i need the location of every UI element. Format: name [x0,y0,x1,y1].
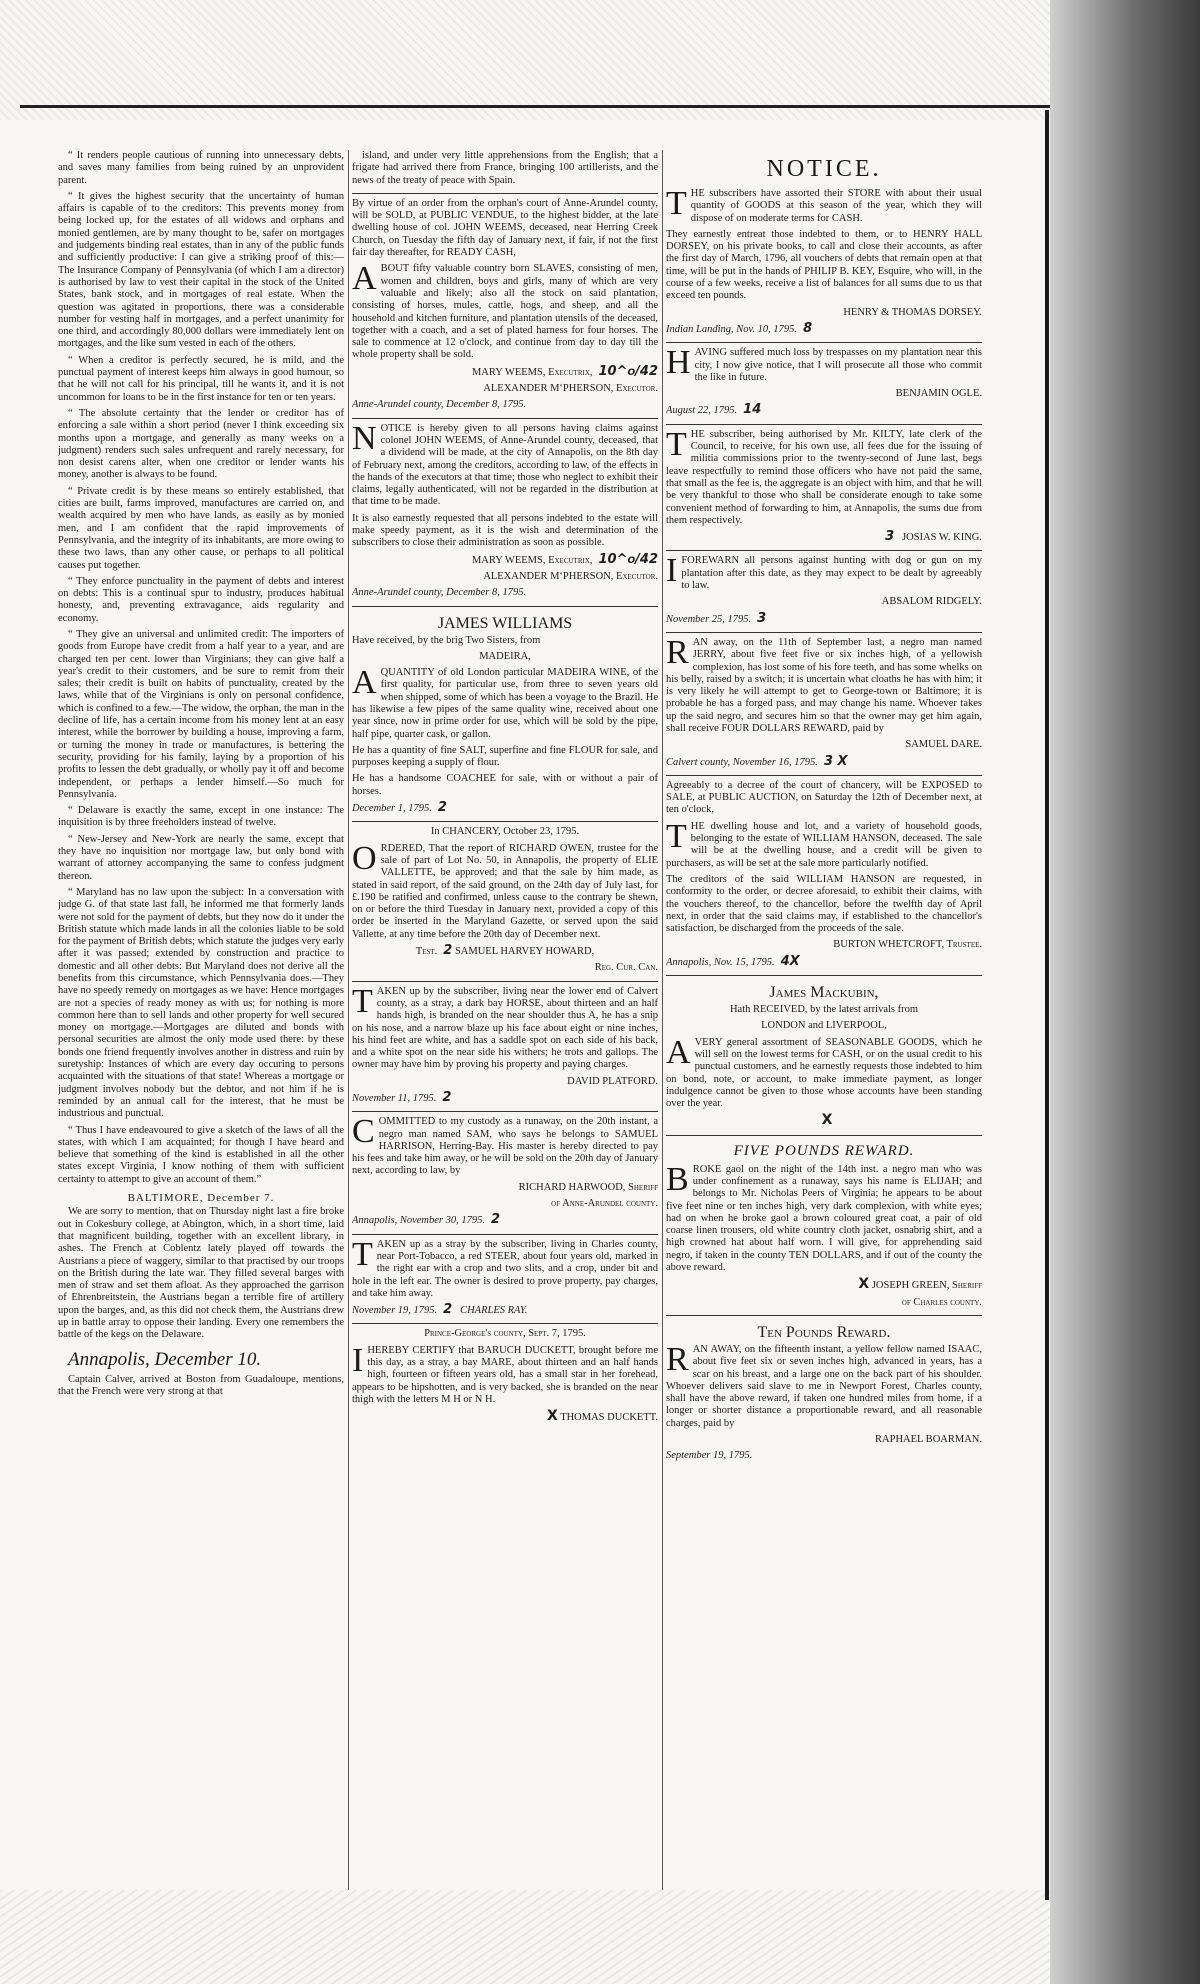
ad-place-date: Anne-Arundel county, December 8, 1795. [352,399,527,411]
handwritten-annotation: 14 [743,402,762,418]
drop-cap: T [666,425,687,463]
ad-weems-notice [352,418,658,600]
ad-place-date: November 11, 1795. 2 [352,1090,452,1105]
ad-body: HAVING suffered much loss by trespasses on my plantation near this city, I now give notice, that I will prosecute all those who commit the like in future. [666,344,982,383]
ad-signature: Test. 2 SAMUEL HARVEY HOWARD, [415,943,595,959]
ad-body: ORDERED, That the report of RICHARD OWEN, trustee for the sale of part of Lot No. 50, in Annapolis, the property of ELIE VALLETTE, be approved; and that the sale by him made, as stated in said report, of the said ground, on the 24th day of July last, for £.190 be ratified and confirmed, unless cause to the contrary be shewn, on or before the third Tuesday in January next, provided a copy of this order be inserted in the Maryland Gazette, or served upon the said Vallette, at any time before the 20th day of December next. [352,839,658,940]
baltimore-dateline: BALTIMORE, December 7. [127,1192,275,1205]
ad-place-date: Indian Landing, Nov. 10, 1795. 8 [666,320,813,336]
ad-king [666,424,982,545]
ad-place-date: November 19, 1795. 2 CHARLES RAY. [352,1302,528,1318]
ad-body: RAN away, on the 11th of September last, a negro man named JERRY, about five feet five or six inches high, of a yellowish complexion, has lost some of his fore teeth, and has some whelks on his belly, raised by a switch; it is uncertain what cloaths he has with him; it is very likely he will attempt to get to George-town or Baltimore; it is probable he has a forged pass, and may change his name. Whoever takes up the said negro, and secures him so that the owner may get him again, shall receive FOUR DOLLARS REWARD, paid by [666,633,982,734]
scan-edge-shadow [1050,0,1200,1984]
article-paragraph: “ They give an universal and unlimited credit: The importers of goods from Europe have credit from a half year to a year, and are charged ten per cent. lower than Virginians; they can give half a year's credit to their customers, and be sure to remit from their sales; their credit is built on habits of punctuality, created by the laws, while that of the Virginians is only on personal confidence, which is confined to a few.—The widow, the orphan, the man in the decline of life, has a certain income from his money lent at an easy interest, while the borrower by building a house, improving a farm, or turning the money in trade or manufactures, is bettering the security, providing for his family, laying by a proportion of his profits to lessen the debt gradually, or wholly pay it off and become independent, or perhaps a lender himself.—So much for Pennsylvania. [58,628,344,800]
ad-body: TAKEN up as a stray by the subscriber, living in Charles county, near Port-Tobacco, a red STEER, about four years old, marked in the right ear with a crop and two slits, and a crop, under bit and hole in the left ear. The owner is desired to prove property, pay charges, and take him away. [352,1235,658,1299]
article-continuation: island, and under very little apprehensions from the English; that a frigate had arrived there from France, bringing 100 artillerists, and the news of the treaty of peace with Spain. [352,150,658,186]
ad-body: TAKEN up by the subscriber, living near the lower end of Calvert county, as a stray, a dark bay HORSE, about thirteen and an half hands high, is branded on the near shoulder thus A, he has a snip on his nose, and a narrow blaze up his face about eight or nine inches, his hind feet are white, and has a saddle spot on each side of his back, and a white spot on the near side his withers; he trots and gallops. The owner may have him by proving his property and paying charges. [352,982,658,1071]
annapolis-news: Captain Calver, arrived at Boston from Guadaloupe, mentions, that the French were very strong at that [58,1373,344,1397]
ad-body: THE dwelling house and lot, and a variety of household goods, belonging to the estate of WILLIAM HANSON, deceased. The sale will be at the dwelling house, and a credit will be given to purchasers, as will be set at the sale more particularly notified. [666,817,982,869]
drop-cap: I [352,1341,364,1379]
article-paragraph: “ It renders people cautious of running into unnecessary debts, and saves many families from being ruined by an unprovident parent. [58,150,344,186]
handwritten-annotation: 8 [803,320,813,336]
ad-signature: ABSALOM RIDGELY. [881,596,982,608]
drop-cap: T [666,185,687,222]
article-paragraph: “ The absolute certainty that the lender or creditor has of enforcing a sale within a short period (never I think exceeding six months upon a mortgage, and generally as many weeks on a judgment) renders such sales unfrequent and rarely necessary, for non desist carens alter, when one creditor or lender wants his money, another is always to be found. [58,407,344,481]
ad-body: AVERY general assortment of SEASONABLE GOODS, which he will sell on the lowest terms for CASH, or on the usual credit to his punctual customers, and he earnestly requests those indebted to him on bond, note, or account, to make immediate payment, as longer indulgence cannot be given to those whose accounts have been standing over the year. [666,1033,982,1110]
ad-body: They earnestly entreat those indebted to them, or to HENRY HALL DORSEY, on his private books, to call and close their accounts, as after the first day of March, 1796, all vouchers of debts that remain open at that time, will be put in the hands of PHILIP B. KEY, Esquire, who will, in the course of a few weeks, receive a list of balances for all sums due to us that exceed ten pounds. [666,228,982,302]
ad-heading: NOTICE. [766,156,882,182]
ad-heading: In CHANCERY, October 23, 1795. [430,826,580,838]
ad-body: AQUANTITY of old London particular MADEIRA WINE, of the first quality, for particular use, from three to seven years old when shipped, some of which has been a voyage to the Brazil. He has likewise a few pipes of the same quality wine, received about one year since, now in prime order for use, which will be sold by the pipe, half pipe, quarter cask, or gallon. [352,664,658,740]
ad-signature: RICHARD HARWOOD, Sheriff [518,1181,658,1193]
scan-noise-top [0,0,1200,120]
ad-intro: Agreeably to a decree of the court of chancery, will be EXPOSED to SALE, at PUBLIC AUCTION, on Saturday the 12th of December next, at ten o'clock, [666,779,982,816]
binding-gutter [1045,110,1049,1900]
handwritten-annotation: 10^o/42 [598,551,658,567]
handwritten-annotation: 3 X [823,753,848,769]
handwritten-annotation: 2 [443,943,453,959]
ad-signature: RAPHAEL BOARMAN. [875,1434,982,1446]
ad-chancery [352,821,658,974]
article-paragraph: “ New-Jersey and New-York are nearly the same, except that they have no inquisition nor mortgage law, but only bond with warrant of attorney accompanying the same to confess judgment thereon. [58,833,344,882]
ad-mackubin [666,975,982,1129]
ad-signature: DAVID PLATFORD. [567,1075,658,1087]
drop-cap: T [352,982,373,1020]
ad-body: RAN AWAY, on the fifteenth instant, a yellow fellow named ISAAC, about five feet six or seven inches high, advanced in years, has a scar on his breast, and a large one on the back part of his shoulder. Whoever delivers said slave to me in Newport Forest, Charles county, shall have the above reward, if taken one hundred miles from home, if a longer or shorter distance a proportionable reward, and all reasonable charges, paid by [666,1340,982,1429]
handwritten-annotation: 3 [885,529,895,545]
ad-ray [352,1234,658,1318]
ad-heading: James Mackubin, [769,984,879,1002]
drop-cap: R [666,1340,689,1378]
column-3 [666,150,982,1890]
ad-body: IFOREWARN all persons against hunting with dog or gun on my plantation after this date, as they may expect to be dealt by agreeably to law. [666,552,982,592]
baltimore-news: We are sorry to mention, that on Thursday night last a fire broke out in Cokesbury college, at Abington, which, in a short time, laid that magnificent building, together with an excellent library, in ashes. The French at Coblentz lately played off towards the Austrians a piece of waggery, similar to that practised by our troops on the British during the late war. They filled several barges with men of straw and set them afloat. As they approached the garrison of Ehrenbreitstein, the Austrians began a terrible fire of artillery upon the barges, and, as this did not check them, the Austrians drew up in battle array to oppose their landing. Every one remembers the battle of the kegs on the Delaware. [58,1206,344,1341]
column-rule [348,150,349,1890]
column-2 [352,150,658,1890]
handwritten-annotation: 3 [757,610,767,626]
handwritten-annotation: 4X [780,953,800,969]
ad-body: THE subscribers have assorted their STORE with about their usual quantity of GOODS at this season of the year, which they will dispose of on moderate terms for CASH. [666,185,982,224]
ad-intro: By virtue of an order from the orphan's court of Anne-Arundel county, will be SOLD, at PUBLIC VENDUE, to the highest bidder, at the late dwelling house of col. JOHN WEEMS, deceased, near Herring Creek Church, on Tuesday the fifth day of January next, if fair, if not the first fair day thereafter, for READY CASH, [352,197,658,259]
ad-signature: 3 JOSIAS W. KING. [885,529,982,545]
ad-body: The creditors of the said WILLIAM HANSON are requested, in conformity to the order, or decree aforesaid, to exhibit their claims, with the vouchers thereof, to the chancellor, before the twelfth day of April next, in order that the said claims may, if established to the chancellor's satisfaction, be discharged from the proceeds of the sale. [666,873,982,935]
handwritten-annotation: 2 [491,1212,501,1228]
ad-signature: BURTON WHETCROFT, Trustee. [833,939,982,951]
column-rule [662,150,663,1890]
handwritten-annotation: 2 [437,800,447,816]
ad-place-date: September 19, 1795. [666,1450,753,1462]
article-paragraph: “ It gives the highest security that the uncertainty of human affairs is capable of to the creditors: This prevents money from being locked up, for the estates of all widows and orphans and monied gentlemen, are by many thought to be, safer on mortgages and judgements binding real estates, than in any of the public funds and sufficiently productive: I can give a striking proof of this:—The Insurance Company of Pennsylvania (of which I am a director) is authorised by law to vest their capital in the stock of the United States, bank stock, and in mortgages of real estate. When the question was agitated in proportions, there was a considerable number for vesting half in mortgages, and a perfect unanimity for one third, and accordingly 80,000 dollars were immediately lent on mortgages, and the like sum vested in each of the others. [58,190,344,350]
handwritten-x-mark: X [821,1112,833,1129]
annapolis-heading: Annapolis, December 10. [68,1348,262,1370]
ad-place-date: Prince-George's county, Sept. 7, 1795. [424,1328,586,1340]
ad-signature: ALEXANDER M‘PHERSON, Executor. [483,570,658,582]
ad-signature: BENJAMIN OGLE. [895,388,982,400]
ad-boarman-reward [666,1315,982,1463]
drop-cap: B [666,1160,689,1198]
article-paragraph: “ They enforce punctuality in the payment of debts and interest on debts: This is a continual spur to industry, produces habitual honesty, and, preventing extravagance, aids regularity and economy. [58,575,344,624]
ad-signature: HENRY & THOMAS DORSEY. [843,306,982,318]
ad-body: BROKE gaol on the night of the 14th inst. a negro man who was under confinement as a runaway, says his name is ELIJAH; and belongs to Mr. Nicholas Peers of Virginia; he appears to be about five feet nine or ten inches high, very dark complexion, with white eyes; had on when he broke gaol a brown coloured great coat, a pair of old coarse linen trousers, old white country cloth jacket, osnabrig shirt, and a high crowned hat about half worn. I will give, for apprehending said negro, if taken in the county TEN DOLLARS, and if out of the county the above reward. [666,1160,982,1274]
drop-cap: T [666,817,687,855]
ad-body: NOTICE is hereby given to all persons having claims against colonel JOHN WEEMS, of Anne-Arundel county, deceased, that a dividend will be made, at the city of Annapolis, on the 8th day of February next, among the creditors, according to law, of the effects in the hands of the executors at that time; those who neglect to exhibit their claims, legally authenticated, will not be regarded in the distribution at that time to be made. [352,419,658,508]
article-paragraph: “ Private credit is by these means so entirely established, that cities are built, farms improved, manufactures are carried on, and wealth acquired by men who have lands, as easily as by monied men, and I am confident that the rapid improvements of Pennsylvania, and the integrity of its inhabitants, are more owing to these two laws, than any other cause, or perhaps to all political causes put together. [58,485,344,571]
drop-cap: A [352,664,377,702]
ad-place-date: August 22, 1795. 14 [666,402,762,418]
handwritten-x-mark: X [858,1276,870,1293]
ad-mark [666,1114,982,1128]
ad-whetcroft [666,775,982,969]
ad-body: COMMITTED to my custody as a runaway, on the 20th instant, a negro man named SAM, who says he belongs to SAMUEL HARRISON, Herring-Bay. His master is hereby directed to pay his fees and take him away, or he will be sold on the 20th day of January next, according to law, by [352,1113,658,1177]
drop-cap: O [352,839,377,877]
ad-body: He has a handsome COACHEE for sale, with or without a pair of horses. [352,773,658,797]
ad-subheading: MADEIRA, [479,650,531,662]
handwritten-annotation: 2 [443,1302,453,1318]
ad-ridgely [666,550,982,625]
ad-ogle [666,342,982,417]
ad-signature: X THOMAS DUCKETT. [546,1408,658,1425]
ad-body: ABOUT fifty valuable country born SLAVES, consisting of men, women and children, boys and girls, many of which are very valuable and likely; also all the stock on said plantation, consisting of horses, mules, cattle, hogs, and sheep, and all the household and kitchen furniture, and plantation utensils of the deceased, together with a coach, and a set of plated harness for four horses. The sale to commence at 12 o'clock, and continue from day to day till the whole property shall be sold. [352,260,658,361]
ad-subheading: LONDON and LIVERPOOL, [761,1020,887,1032]
ad-heading: FIVE POUNDS REWARD. [733,1142,915,1159]
ad-place-date: Annapolis, November 30, 1795. 2 [352,1212,501,1228]
drop-cap: A [352,260,377,298]
ad-weems-vendue [352,193,658,412]
ad-signature: SAMUEL DARE. [905,739,982,751]
ad-heading: JAMES WILLIAMS [437,614,573,632]
article-paragraph: “ Maryland has no law upon the subject: In a conversation with judge G. of that state last fall, he informed me that formerly lands were not sold for the payment of debts, but they now do it under the British statute which made lands in all the colonies liable to be sold for the payment of British debts; which statute the judges very early after it was passed; extended by construction and practice to domestic and all other debts: But Maryland does not derive all the benefits from this circumstance, which Pennsylvania does.—They have no speedy remedy on mortgages as we have: Hence mortgages are not a species of ready money as with us; for nothing is more common here than to sell lands and other property for well secured money on mortgage.—Mortgages are diluted and bonds with personal securities are almost the only mode used there: by these bonds one friend frequently involves another in distress and ruin by suretyship: Instances of which are every day occuring to persons acquainted with the situations of that state! Whereas a mortgage or judgment involves nobody but the debtor, and not him if he is reminded by an annual call for the interest, that he must be industrious and punctual. [58,886,344,1120]
ad-place-date: Annapolis, Nov. 15, 1795. 4X [666,953,800,969]
ad-signature: ALEXANDER M‘PHERSON, Executor. [483,383,658,395]
drop-cap: I [666,552,678,590]
ad-dorsey-notice [666,150,982,336]
ad-signature: MARY WEEMS, Executrix, 10^o/42 [471,363,658,379]
drop-cap: N [352,419,377,457]
ad-duckett [352,1323,658,1424]
ad-body: THE subscriber, being authorised by Mr. KILTY, late clerk of the Council, to receive, for his own use, all fees due for the issuing of militia commissions prior to the twenty-second of June last, begs leave respectfully to remind those officers who have not paid the same, that small as the fee is, the aggregate is an object with him, and that he will be very thankful to those who shall be considerate enough to take some convenient method of forwarding to him, at Annapolis, the sums due from them respectively. [666,425,982,526]
ad-signature: X JOSEPH GREEN, Sheriff [858,1276,982,1293]
drop-cap: R [666,633,689,671]
ad-signature: of Charles county. [901,1296,982,1308]
ad-subheading: Hath RECEIVED, by the latest arrivals from [729,1004,919,1016]
column-1 [58,150,344,1890]
drop-cap: A [666,1033,691,1071]
article-paragraph: “ Delaware is exactly the same, except in one instance: The inquisition is by three freeholders instead of twelve. [58,805,344,829]
ad-place-date: November 25, 1795. 3 [666,610,767,626]
ad-body: He has a quantity of fine SALT, superfine and fine FLOUR for sale, and purposes keeping a supply of flour. [352,744,658,769]
drop-cap: C [352,1113,375,1151]
article-paragraph: “ Thus I have endeavoured to give a sketch of the laws of all the states, with which I am acquainted; for though I have heard and believe that something of the kind is established in all the other states except Virginia, I know nothing of them with sufficient certainty to attempt to give an account of them.” [58,1124,344,1185]
ad-signature: of Anne-Arundel county. [551,1198,658,1210]
ad-heading: Ten Pounds Reward. [757,1323,891,1341]
scan-noise-bottom [0,1890,1200,1984]
ad-body: IHEREBY CERTIFY that BARUCH DUCKETT, brought before me this day, as a stray, a bay MARE, about thirteen and an half hands high, fourteen or fifteen years old, has a small star in her forehead, appears to be hipshotten, and is very backed, she is branded on the near thigh with the letters M H or N H. [352,1341,658,1405]
handwritten-x-mark: X [546,1408,558,1425]
ad-place-date: December 1, 1795. 2 [352,800,447,816]
handwritten-annotation: 2 [442,1090,452,1105]
drop-cap: H [666,344,691,382]
ad-body: It is also earnestly requested that all persons indebted to the estate will make speedy payment, as it is the wish and determination of the subscribers to close their administration as soon as possible. [352,512,658,549]
ad-james-williams [352,606,658,816]
ad-place-date: Anne-Arundel county, December 8, 1795. [352,587,527,599]
top-rule [20,105,1050,108]
drop-cap: T [352,1235,373,1273]
ad-signature: MARY WEEMS, Executrix, 10^o/42 [471,551,658,567]
article-paragraph: “ When a creditor is perfectly secured, he is mild, and the punctual payment of interest keeps him always in good humour, so that he will not call for his principal, till he wants it, and it is not uncommon for loans to be in the first instance for ten or ten years. [58,354,344,403]
handwritten-annotation: 10^o/42 [598,363,658,379]
ad-harwood [352,1111,658,1227]
ad-signature: Reg. Cur. Can. [594,962,658,974]
ad-green-reward [666,1135,982,1309]
ad-intro: Have received, by the brig Two Sisters, from [352,634,541,646]
ad-dare [666,632,982,769]
ad-platford [352,981,658,1106]
ad-place-date: Calvert county, November 16, 1795. 3 X [666,753,848,769]
